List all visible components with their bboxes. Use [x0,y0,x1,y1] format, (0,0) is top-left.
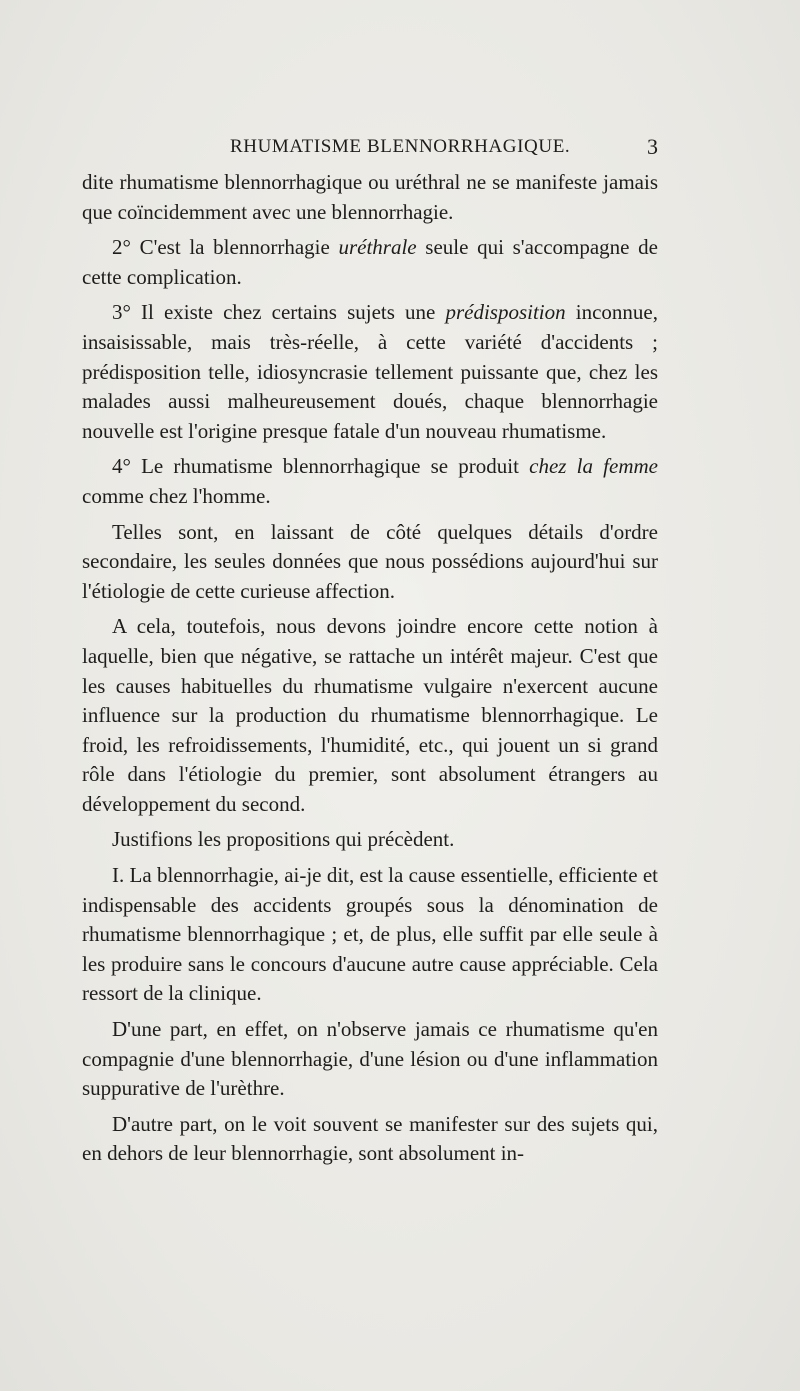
body-text [82,168,658,1175]
text-run: A cela, toutefois, nous devons joindre encore cette notion à laquelle, bien que négative, se rattache un intérêt majeur. C'est que les causes habituelles du rhumatisme vulgaire n'exercent aucune influence sur la production du rhumatisme blennorrhagique. Le froid, les refroidissements, l'humidité, etc., qui jouent un si grand rôle dans l'étiologie du premier, sont absolument étrangers au développement du second. [82,614,658,816]
paragraph [82,1015,658,1104]
text-run: 3° Il existe chez certains sujets une [112,300,446,325]
paragraph [82,825,658,855]
running-title: RHUMATISME BLENNORRHAGIQUE. [230,136,571,157]
text-run: D'une part, en effet, on n'observe jamais ce rhumatisme qu'en compagnie d'une blennorrhagie, d'une lésion ou d'une inflammation suppurative de l'urèthre. [82,1017,658,1101]
italic-run: uréthrale [338,235,417,260]
text-run: D'autre part, on le voit souvent se manifester sur des sujets qui, en dehors de leur blennorrhagie, sont absolument in- [82,1111,658,1166]
italic-run: chez la femme [529,454,658,479]
text-run: seule qui s'accompagne de cette complication. [82,235,658,289]
text-run: Telles sont, en laissant de côté quelques détails d'ordre secondaire, les seules données que nous possédions aujourd'hui sur l'étiologie de cette curieuse affection. [82,519,658,603]
paragraph [82,612,658,819]
paragraph [82,233,658,292]
text-run: inconnue, insaisissable, mais très-réelle, à cette variété d'accidents ; prédisposition telle, idiosyncrasie tellement puissante que, chez les malades aussi malheureusement doués, chaque blennorrhagie nouvelle est l'origine presque fatale d'un nouveau rhumatisme. [82,300,659,443]
text-run: 4° Le rhumatisme blennorrhagique se produit [112,454,530,479]
italic-run: prédisposition [445,300,566,325]
paragraph [82,298,658,446]
page-number: 3 [647,134,658,159]
paragraph [82,518,658,607]
text-run: dite rhumatisme blennorrhagique ou uréthral ne se manifeste jamais que coïncidemment avec une blennorrhagie. [82,170,658,224]
page-header [82,136,658,166]
text-run: 2° C'est la blennorrhagie [112,235,339,260]
paragraph [82,861,658,1009]
paragraph [82,1110,658,1169]
paragraph [82,452,658,511]
text-run: comme chez l'homme. [82,483,271,508]
text-run: Justifions les propositions qui précèdent. [112,827,455,852]
paragraph [82,168,658,227]
text-run: I. La blennorrhagie, ai-je dit, est la cause essentielle, efficiente et indispensable des accidents groupés sous la dénomination de rhumatisme blennorrhagique ; et, de plus, elle suffit par elle seule à les produire sans le concours d'aucune autre cause appréciable. Cela ressort de la clinique. [82,863,658,1006]
